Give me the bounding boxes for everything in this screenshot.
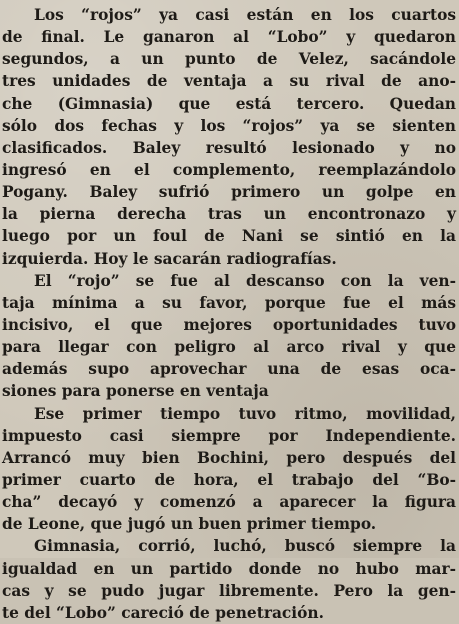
paragraph <box>2 4 458 270</box>
text-line: Ese primer tiempo tuvo ritmo, movilidad, <box>34 404 456 423</box>
text-line: la pierna derecha tras un encontronazo y <box>2 205 456 224</box>
text-line: cas y se pudo jugar libremente. Pero la gen- <box>2 581 456 600</box>
text-line: de final. Le ganaron al “Lobo” y quedaron <box>2 28 456 47</box>
text-line: siones para ponerse en ventaja <box>2 382 269 401</box>
text-line: El “rojo” se fue al descanso con la ven- <box>34 271 456 290</box>
text-line: Arrancó muy bien Bochini, pero después del <box>2 448 456 467</box>
text-line: Pogany. Baley sufrió primero un golpe en <box>2 183 456 202</box>
article-column <box>2 4 458 624</box>
text-line: cha” decayó y comenzó a aparecer la figura <box>2 493 456 512</box>
text-line: clasificados. Baley resultó lesionado y no <box>2 138 456 157</box>
text-line: de Leone, que jugó un buen primer tiempo. <box>2 515 377 534</box>
text-line: igualdad en un partido donde no hubo mar- <box>2 559 456 578</box>
text-line: Gimnasia, corrió, luchó, buscó siempre la <box>34 537 456 556</box>
text-line: segundos, a un punto de Velez, sacándole <box>2 50 456 69</box>
text-line: Los “rojos” ya casi están en los cuartos <box>34 6 456 24</box>
text-line: para llegar con peligro al arco rival y que <box>2 338 456 357</box>
text-line: izquierda. Hoy le sacarán radiografías. <box>2 249 337 268</box>
text-line: además supo aprovechar una de esas oca- <box>2 360 456 379</box>
text-line: taja mínima a su favor, porque fue el más <box>2 293 456 312</box>
text-line: luego por un foul de Nani se sintió en la <box>2 227 456 246</box>
text-line: te del “Lobo” careció de penetración. <box>2 603 324 622</box>
text-line: primer cuarto de hora, el trabajo del “Bo- <box>2 470 456 489</box>
paragraph <box>2 535 458 624</box>
paragraph <box>2 270 458 403</box>
text-line: incisivo, el que mejores oportunidades tuvo <box>2 315 456 334</box>
paragraph <box>2 403 458 536</box>
text-line: ingresó en el complemento, reemplazándolo <box>2 160 456 179</box>
text-line: tres unidades de ventaja a su rival de ano- <box>2 72 456 91</box>
text-line: sólo dos fechas y los “rojos” ya se sienten <box>2 116 456 135</box>
text-line: che (Gimnasia) que está tercero. Quedan <box>2 94 456 113</box>
text-line: impuesto casi siempre por Independiente. <box>2 426 456 445</box>
